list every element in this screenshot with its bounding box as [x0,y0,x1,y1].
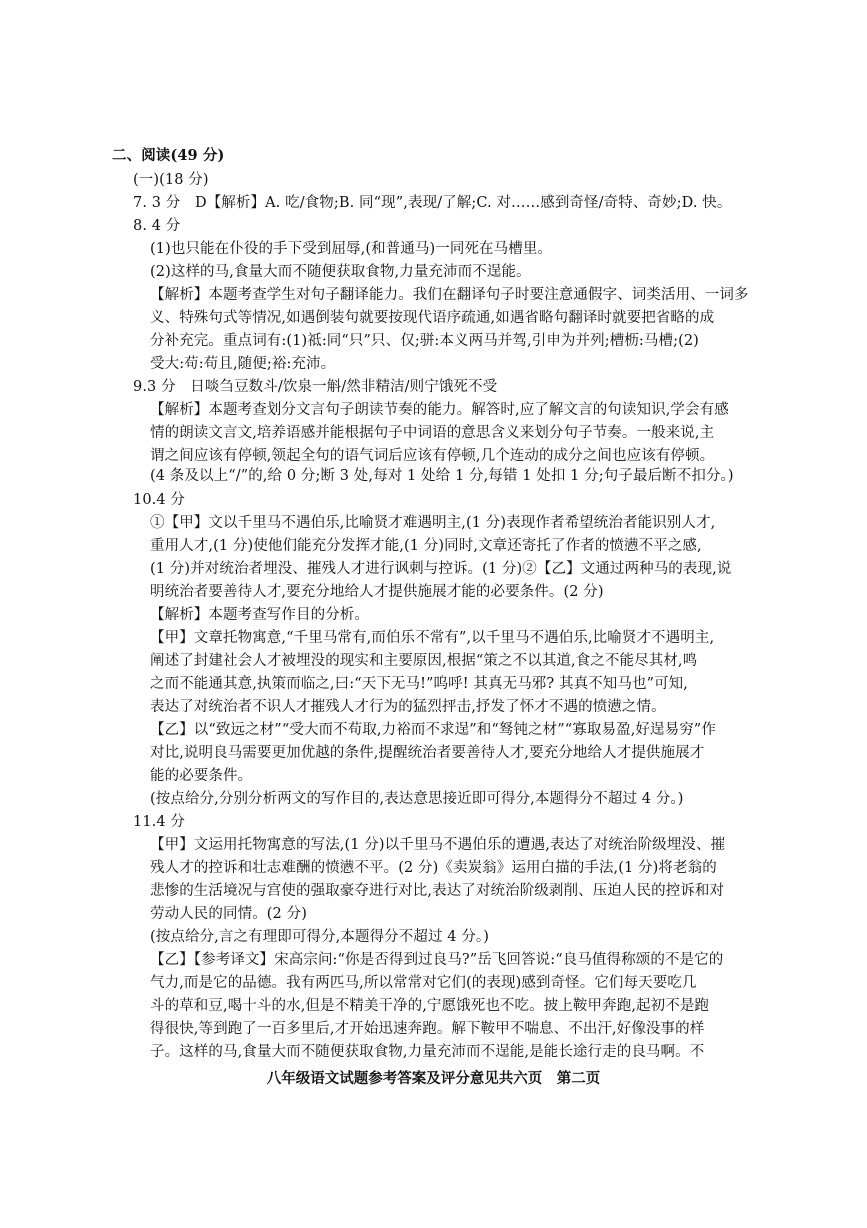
q11-translation-line: 气力,而是它的品德。我有两匹马,所以常常对它们(的表现)感到奇怪。它们每天要吃几 [150,975,697,991]
q10-analysis-line: 能的必要条件。 [150,768,253,784]
q11-scoring-note: (按点给分,言之有理即可得分,本题得分不超过 4 分。) [150,929,490,945]
q10-analysis-heading: 【解析】本题考查写作目的分析。 [150,607,369,623]
q11-answer-line: 残人才的控诉和壮志难酬的愤懑不平。(2 分)《卖炭翁》运用白描的手法,(1 分)将老翁的 [150,860,717,876]
q9-analysis-line: 谓之间应该有停顿,领起全句的语气词后应该有停顿,几个连动的成分之间也应该有停顿。 [150,448,715,464]
q10-heading: 10.4 分 [133,492,185,508]
q9-analysis-line: 情的朗读文言文,培养语感并能根据句子中词语的意思含义来划分句子节奏。一般来说,主 [150,425,715,441]
q9-answer: 9.3 分 日啖刍豆数斗/饮泉一斛/然非精洁/则宁饿死不受 [133,379,498,395]
q10-analysis-line: 【甲】文章托物寓意,“千里马常有,而伯乐不常有”,以千里马不遇伯乐,比喻贤才不遇明主, [150,630,715,646]
q10-answer-line: 明统治者要善待人才,要充分地给人才提供施展才能的必要条件。(2 分) [150,584,604,600]
section-title: 二、阅读(49 分) [112,147,225,164]
q9-analysis-line: 【解析】本题考查划分文言句子朗读节奏的能力。解答时,应了解文言的句读知识,学会有感 [150,402,729,418]
q9-scoring-note: (4 条及以上“/”的,给 0 分;断 3 处,每对 1 处给 1 分,每错 1 处扣 1 分;句子最后断不扣分。) [150,468,734,484]
q11-heading: 11.4 分 [133,814,185,830]
q10-analysis-line: 阐述了封建社会人才被埋没的现实和主要原因,根据“策之不以其道,食之不能尽其材,鸣 [150,653,698,669]
q11-translation-line: 斗的草和豆,喝十斗的水,但是不精美干净的,宁愿饿死也不吃。披上鞍甲奔跑,起初不是跑 [150,998,710,1014]
q11-translation-line: 【乙】【参考译文】宋高宗问:“你是否得到过良马?”岳飞回答说:“良马值得称颂的不是它的 [150,952,724,968]
q10-analysis-line: 对比,说明良马需要更加优越的条件,提醒统治者要善待人才,要充分地给人才提供施展才 [150,745,705,761]
q11-answer-line: 【甲】文运用托物寓意的写法,(1 分)以千里马不遇伯乐的遭遇,表达了对统治阶级埋没、摧 [150,837,726,853]
q8-analysis-line: 受大:苟:苟且,随便;裕:充沛。 [150,356,336,372]
q10-answer-line: (1 分)并对统治者埋没、摧残人才进行讽刺与控诉。(1 分)②【乙】文通过两种马的表现,说 [150,561,732,577]
q8-analysis-line: 【解析】本题考查学生对句子翻译能力。我们在翻译句子时要注意通假字、词类活用、一词多 [150,287,749,303]
page-footer: 八年级语文试题参考答案及评分意见共六页 第二页 [266,1070,601,1087]
q8-analysis-line: 分补充完。重点词有:(1)祗:同“只”只、仅;骈:本义两马并驾,引申为并列;槽枥:马槽;(2) [150,333,699,349]
q11-answer-line: 劳动人民的同情。(2 分) [150,906,307,922]
q10-scoring-note: (按点给分,分别分析两文的写作目的,表达意思接近即可得分,本题得分不超过 4 分。) [150,791,684,807]
q10-analysis-line: 之而不能通其意,执策而临之,曰:“天下无马!”呜呼! 其真无马邪? 其真不知马也”可知, [150,676,688,692]
q10-analysis-line: 【乙】以“致远之材”“受大而不苟取,力裕而不求逞”和“驽钝之材”“寡取易盈,好逞易穷”作 [150,722,716,738]
q8-translation-2: (2)这样的马,食量大而不随便获取食物,力量充沛而不逞能。 [150,264,531,280]
q10-analysis-line: 表达了对统治者不识人才摧残人才行为的猛烈抨击,抒发了怀才不遇的愤懑之情。 [150,699,666,715]
q11-answer-line: 悲惨的生活境况与宫使的强取豪夺进行对比,表达了对统治阶级剥削、压迫人民的控诉和对 [150,883,725,899]
subsection-heading: (一)(18 分) [133,172,209,188]
q11-translation-line: 得很快,等到跑了一百多里后,才开始迅速奔跑。解下鞍甲不喘息、不出汗,好像没事的样 [150,1021,705,1037]
q7-answer: 7. 3 分 D【解析】A. 吃/食物;B. 同“现”,表现/了解;C. 对……感到奇怪/奇特、奇妙;D. 快。 [133,195,732,211]
q8-heading: 8. 4 分 [133,218,181,234]
q10-answer-line: ①【甲】文以千里马不遇伯乐,比喻贤才难遇明主,(1 分)表现作者希望统治者能识别人才, [150,515,716,531]
q8-analysis-line: 义、特殊句式等情况,如遇倒装句就要按现代语序疏通,如遇省略句翻译时就要把省略的成 [150,310,715,326]
q8-translation-1: (1)也只能在仆役的手下受到屈辱,(和普通马)一同死在马槽里。 [150,241,553,257]
q11-translation-line: 子。这样的马,食量大而不随便获取食物,力量充沛而不逞能,是能长途行走的良马啊。不 [150,1044,705,1060]
q10-answer-line: 重用人才,(1 分)使他们能充分发挥才能,(1 分)同时,文章还寄托了作者的愤懑不平之感, [150,538,702,554]
